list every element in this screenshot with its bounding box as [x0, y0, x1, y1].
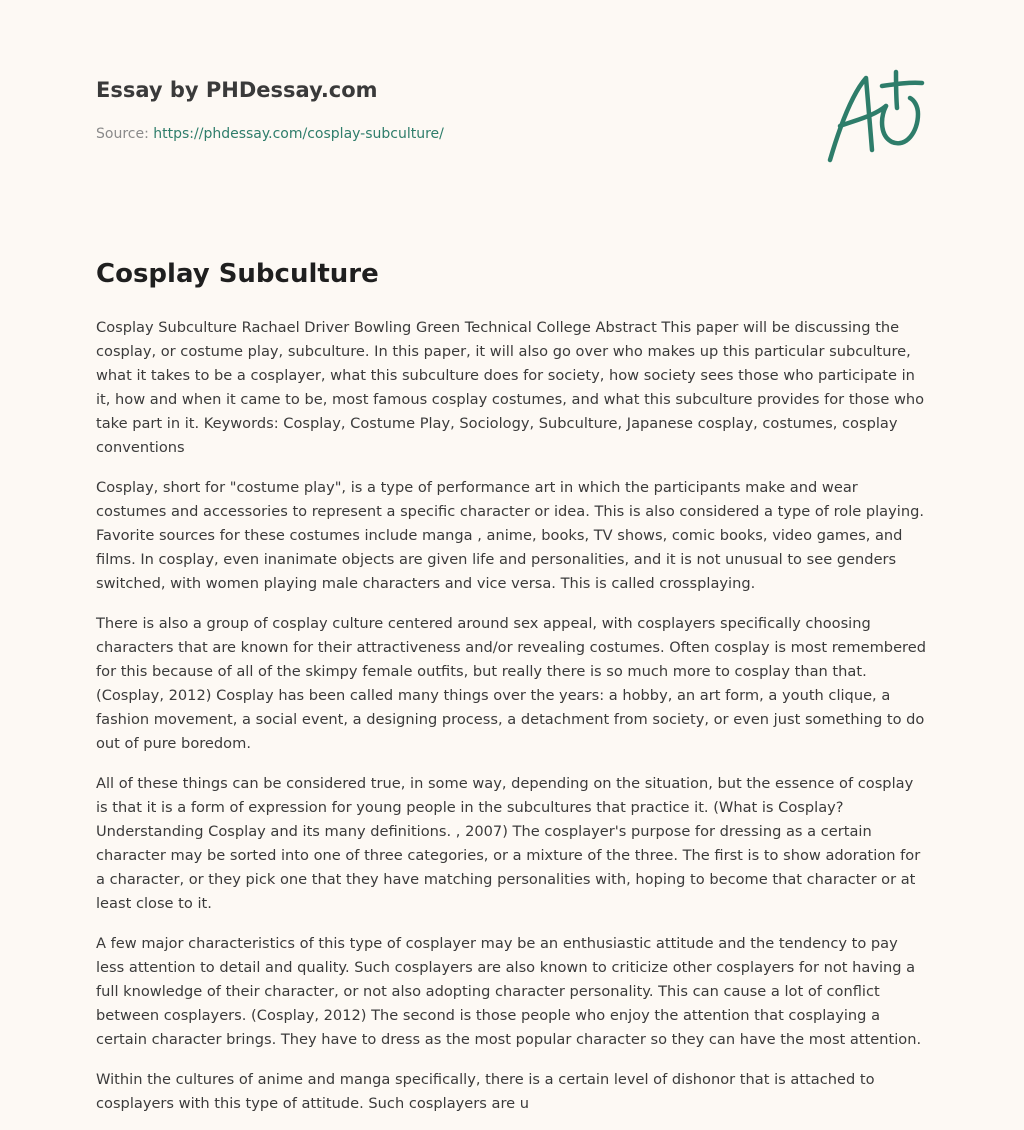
essay-paragraph: Cosplay, short for "costume play", is a type of performance art in which the participants make and wear costumes and accessories to represent a specific character or idea. This is also considered a type of role playing. Favorite sources for these costumes include manga , anime, books, TV shows, comic books, video games, and films. In cosplay, even inanimate objects are given life and personalities, and it is not unusual to see genders switched, with women playing male characters and vice versa. This is called crossplaying. [96, 479, 924, 592]
source-link[interactable]: https://phdessay.com/cosplay-subculture/ [153, 126, 444, 142]
essay-paragraph: All of these things can be considered true, in some way, depending on the situation, but the essence of cosplay is that it is a form of expression for young people in the subcultures that practice it. (What is Cosplay? Understanding Cosplay and its many definitions. , 2007) The cosplayer's purpose for dressing as a certain character may be sorted into one of three categories, or a mixture of the three. The first is to show adoration for a character, or they pick one that they have matching personalities with, hoping to become that character or at least close to it. [96, 775, 921, 912]
a-plus-grade-logo-icon [822, 66, 930, 166]
essay-paragraph: There is also a group of cosplay culture centered around sex appeal, with cosplayers specifically choosing characters that are known for their attractiveness and/or revealing costumes. Often cosplay is most remembered for this because of all of the skimpy female outfits, but really there is so much more to cosplay than that. (Cosplay, 2012) Cosplay has been called many things over the years: a hobby, an art form, a youth clique, a fashion movement, a social event, a designing process, a detachment from society, or even just something to do out of pure boredom. [96, 615, 926, 752]
essay-body [96, 316, 928, 1116]
site-title: Essay by PHDessay.com [96, 78, 378, 102]
essay-header [96, 76, 796, 144]
source-line [96, 124, 796, 144]
essay-paragraph: A few major characteristics of this type of cosplayer may be an enthusiastic attitude and the tendency to pay less attention to detail and quality. Such cosplayers are also known to criticize other cosplayers for not having a full knowledge of their character, or not also adopting character personality. This can cause a lot of conflict between cosplayers. (Cosplay, 2012) The second is those people who enjoy the attention that cosplaying a certain character brings. They have to dress as the most popular character so they can have the most attention. [96, 935, 922, 1048]
essay-content [96, 254, 928, 1130]
essay-title: Cosplay Subculture [96, 259, 379, 289]
essay-paragraph: Cosplay Subculture Rachael Driver Bowling Green Technical College Abstract This paper will be discussing the cosplay, or costume play, subculture. In this paper, it will also go over who makes up this particular subculture, what it takes to be a cosplayer, what this subculture does for society, how society sees those who participate in it, how and when it came to be, most famous cosplay costumes, and what this subculture provides for those who take part in it. Keywords: Cosplay, Costume Play, Sociology, Subculture, Japanese cosplay, costumes, cosplay conventions [96, 319, 925, 456]
source-label: Source: [96, 126, 149, 142]
essay-paragraph: Within the cultures of anime and manga specifically, there is a certain level of dishonor that is attached to cosplayers with this type of attitude. Such cosplayers are u [96, 1071, 875, 1112]
